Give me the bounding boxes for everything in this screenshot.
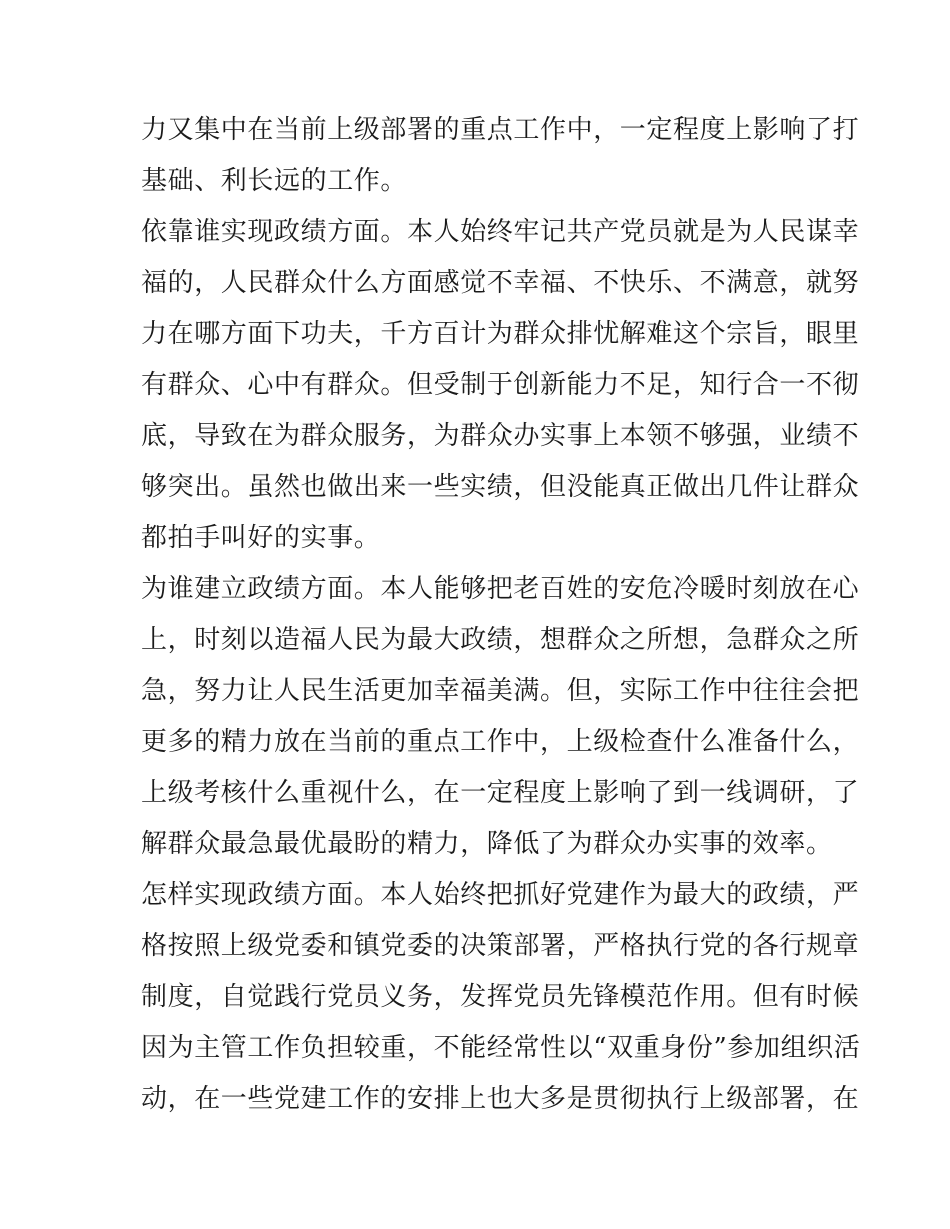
text-line: 动，在一些党建工作的安排上也大多是贯彻执行上级部署，在 — [141, 1084, 860, 1114]
text-line: 底，导致在为群众服务，为群众办实事上本领不够强，业绩不 — [141, 421, 860, 451]
text-line: 怎样实现政绩方面。本人始终把抓好党建作为最大的政绩，严 — [141, 880, 860, 910]
text-line: 急，努力让人民生活更加幸福美满。但，实际工作中往往会把 — [141, 676, 860, 706]
text-line: 力又集中在当前上级部署的重点工作中，一定程度上影响了打 — [141, 115, 860, 145]
text-line: 解群众最急最优最盼的精力，降低了为群众办实事的效率。 — [141, 829, 833, 859]
text-line: 有群众、心中有群众。但受制于创新能力不足，知行合一不彻 — [141, 370, 860, 400]
text-line: 上，时刻以造福人民为最大政绩，想群众之所想，急群众之所 — [141, 625, 860, 655]
text-line: 因为主管工作负担较重，不能经常性以“双重身份”参加组织活 — [141, 1033, 861, 1063]
text-line: 更多的精力放在当前的重点工作中，上级检查什么准备什么， — [141, 727, 860, 757]
text-line: 福的，人民群众什么方面感觉不幸福、不快乐、不满意，就努 — [141, 268, 860, 298]
text-line: 制度，自觉践行党员义务，发挥党员先锋模范作用。但有时候 — [141, 982, 860, 1012]
text-line: 都拍手叫好的实事。 — [141, 523, 381, 553]
text-line: 够突出。虽然也做出来一些实绩，但没能真正做出几件让群众 — [141, 472, 860, 502]
text-line: 力在哪方面下功夫，千方百计为群众排忧解难这个宗旨，眼里 — [141, 319, 860, 349]
text-line: 基础、利长远的工作。 — [141, 166, 408, 196]
text-line: 格按照上级党委和镇党委的决策部署，严格执行党的各行规章 — [141, 931, 860, 961]
text-line: 为谁建立政绩方面。本人能够把老百姓的安危冷暖时刻放在心 — [141, 574, 860, 604]
text-line: 依靠谁实现政绩方面。本人始终牢记共产党员就是为人民谋幸 — [141, 217, 860, 247]
text-line: 上级考核什么重视什么，在一定程度上影响了到一线调研，了 — [141, 778, 860, 808]
